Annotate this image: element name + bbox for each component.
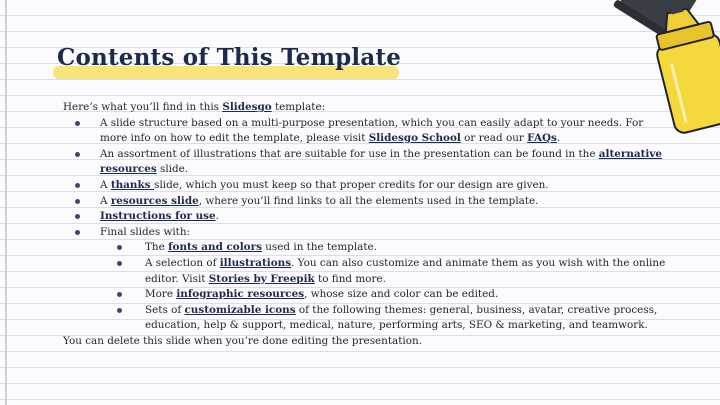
customizable-icons-link[interactable]: customizable icons [184,303,296,316]
bullet-icon [75,230,80,235]
list-item [63,194,673,210]
item-text: , where you’ll find links to all the elements used in the template. [198,194,539,207]
slide-content [63,100,673,350]
intro-text [63,100,673,116]
item-text: A [100,194,111,207]
item-text: , whose size and color can be edited. [304,288,499,301]
contents-list [63,116,673,334]
bullet-icon [117,308,122,313]
sublist-item [100,240,673,256]
page-title: Contents of This Template [57,44,402,71]
item-text: or read our [460,132,528,145]
item-text: . [215,210,219,223]
sublist-item [100,303,673,334]
item-text: Sets of [145,303,185,316]
faqs-link[interactable]: FAQs [527,132,557,145]
final-slides-sublist [100,240,673,334]
item-text: A selection of [145,256,220,269]
item-text: A [100,178,111,191]
bullet-icon [117,292,122,297]
alternative-resources-link[interactable]: alternative resources [100,147,663,176]
list-item [63,209,673,225]
bullet-icon [117,245,122,250]
bullet-icon [75,152,80,157]
item-text: of the following themes: general, business, avatar, creative process, education, help & support, medical, nature, performing arts, SEO & marketing, and teamwork. [145,303,658,332]
intro-suffix: template: [271,101,326,113]
notebook-margin-line [5,0,7,405]
item-text: used in the template. [261,241,377,254]
item-text: slide. [156,163,189,176]
sublist-item [100,287,673,303]
footer-note: You can delete this slide when you’re done editing the presentation. [63,334,422,347]
infographic-resources-link[interactable]: infographic resources [176,288,305,301]
intro-prefix: Here’s what you’ll find in this [63,101,223,113]
stories-by-freepik-link[interactable]: Stories by Freepik [208,272,315,285]
item-text: The [145,241,169,254]
bullet-icon [75,183,80,188]
list-item [63,116,673,147]
title-group [57,44,401,71]
slidesgo-link[interactable]: Slidesgo [222,101,272,113]
item-text: Final slides with: [100,225,191,238]
fonts-and-colors-link[interactable]: fonts and colors [168,241,262,254]
item-text: . [556,132,561,145]
list-item [63,178,673,194]
item-text: A slide structure based on a multi-purpose presentation, which you can easily adapt to your needs. For more info on how to edit the template, please visit [100,116,644,145]
illustrations-link[interactable]: illustrations [219,256,292,269]
list-item [63,147,673,178]
item-text: to find more. [314,272,386,285]
item-text: More [145,288,177,301]
bullet-icon [117,261,122,266]
slidesgo-school-link[interactable]: Slidesgo School [368,132,461,145]
instructions-link[interactable]: Instructions for use [100,210,216,223]
item-text: slide, which you must keep so that proper credits for our design are given. [154,178,549,191]
bullet-icon [75,121,80,126]
bullet-icon [75,214,80,219]
resources-slide-link[interactable]: resources slide [110,194,199,207]
item-text: . You can also customize and animate them as you wish with the online editor. Visit [145,256,666,285]
thanks-link[interactable]: thanks [110,178,155,191]
bullet-icon [75,199,80,204]
list-item [63,225,673,334]
sublist-item [100,256,673,287]
item-text: An assortment of illustrations that are suitable for use in the presentation can be found in the [100,147,599,160]
